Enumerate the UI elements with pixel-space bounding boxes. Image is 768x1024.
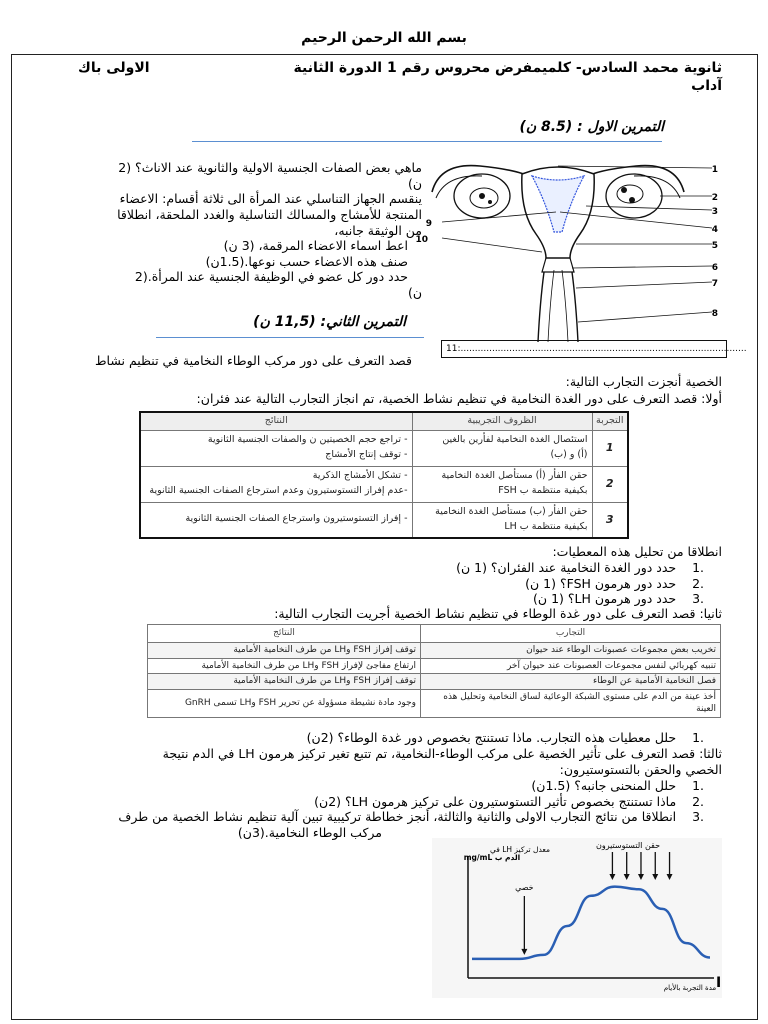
figure-blank-label-11: 11:.................................................................................................... bbox=[441, 340, 727, 358]
table-cell: توقف إفراز FSH وLH من طرف النخامية الأمامية bbox=[148, 674, 421, 690]
school-exam-title: ثانوية محمد السادس- كلميمفرض محروس رقم 1 الدورة الثانية bbox=[293, 60, 722, 76]
question-text-end: مركب الوطاء النخامية.(3ن) bbox=[237, 824, 382, 840]
y-axis-label: معدل تركيز LH في bbox=[489, 845, 551, 854]
ex1-question-4-end: ن) bbox=[407, 285, 422, 300]
part3-intro-a: ثالثا: قصد التعرف على تأثير الخصية على مركب الوطاء-النخامية، تم تتبع تغير تركيز هرمون LH في الدم نتيجة bbox=[162, 746, 722, 761]
question-text: حدد دور الغدة النخامية عند الفئران؟ (1 ن) bbox=[456, 560, 677, 575]
question-number: .1 bbox=[692, 778, 704, 793]
table-header: التجارب bbox=[421, 625, 721, 643]
figure-label: 9 bbox=[425, 219, 432, 229]
figure-label: 6 bbox=[711, 263, 718, 273]
list-item bbox=[344, 591, 704, 607]
experiments-table-1 bbox=[139, 411, 629, 539]
part3-questions bbox=[118, 778, 722, 841]
table-cell bbox=[412, 502, 592, 538]
table-cell bbox=[140, 502, 412, 538]
figure-label: 2 bbox=[711, 193, 718, 203]
question-number: .1 bbox=[692, 730, 704, 745]
ex1-intro-c: من الوثيقة جانبه، bbox=[334, 222, 422, 238]
exercise1-text bbox=[56, 160, 422, 301]
experiments-table-2 bbox=[147, 624, 721, 718]
ex1-question-3: صنف هذه الاعضاء حسب نوعها.(1.5ن) bbox=[205, 253, 408, 269]
table-header: النتائج bbox=[148, 625, 421, 643]
injection-arrow-head bbox=[609, 874, 615, 880]
question-number: .3 bbox=[692, 591, 704, 607]
question-number: .2 bbox=[692, 793, 704, 809]
corner-mark: I bbox=[716, 975, 722, 991]
table-cell: تخريب بعض مجموعات عصبونات الوطاء عند حيوان bbox=[421, 643, 721, 659]
injection-arrow-head bbox=[652, 874, 658, 880]
table-row bbox=[140, 502, 628, 538]
table-cell bbox=[412, 466, 592, 502]
class-level: الاولى باك bbox=[78, 60, 150, 76]
list-item bbox=[118, 809, 722, 825]
castration-arrow-head bbox=[521, 949, 527, 955]
question-number: .1 bbox=[692, 560, 704, 575]
figure-label: 1 bbox=[711, 165, 718, 175]
ex1-question-2: اعط اسماء الاعضاء المرقمة، (3 ن) bbox=[223, 238, 408, 254]
part2-intro: ثانيا: قصد التعرف على دور غدة الوطاء في تنظيم نشاط الخصية أجريت التجارب التالية: bbox=[274, 606, 722, 621]
question-text: حلل المنحنى جانبه؟ (1.5ن) bbox=[531, 778, 677, 793]
cell-line: - إفراز التستوستيرون واسترجاع الصفات الجنسية الثانوية bbox=[185, 513, 408, 525]
table-cell: أخذ عينة من الدم على مستوى الشبكة الوعائية لساق النخامية وتحليل هذه العينة bbox=[421, 689, 721, 717]
table-row bbox=[148, 674, 721, 690]
injection-arrow-head bbox=[667, 874, 673, 880]
cell-line: بكيفية منتظمة ب FSH bbox=[498, 485, 588, 496]
cell-line: بكيفية منتظمة ب LH bbox=[504, 520, 588, 532]
table-cell bbox=[140, 466, 412, 502]
table-cell: فصل النخامية الأمامية عن الوطاء bbox=[421, 674, 721, 690]
cell-line: حقن الفأر (ب) مستأصل الغدة النخامية bbox=[435, 506, 588, 518]
question-number: .3 bbox=[692, 809, 704, 825]
table-header: التجربة bbox=[592, 412, 628, 430]
table-cell: تنبيه كهربائي لنفس مجموعات العصبونات عند حيوان آخر bbox=[421, 658, 721, 674]
table-row bbox=[148, 658, 721, 674]
ex1-question-1-end: ن) bbox=[407, 175, 422, 191]
figure-label: 7 bbox=[711, 279, 718, 289]
part1-questions bbox=[344, 560, 704, 607]
divider-line bbox=[192, 141, 662, 142]
table-cell: توقف إفراز FSH وLH من طرف النخامية الأمامية bbox=[148, 643, 421, 659]
table-row bbox=[148, 643, 721, 659]
cell-line: استئصال الغدة النخامية لفأرين بالغين bbox=[442, 434, 588, 446]
table-cell: 3 bbox=[592, 502, 628, 538]
figure-label: 8 bbox=[711, 309, 718, 319]
question-text: ماذا تستنتج بخصوص تأثير التستوستيرون على تركيز هرمون LH؟ (2ن) bbox=[314, 793, 677, 809]
table-header: النتائج bbox=[140, 412, 412, 430]
table-cell: 2 bbox=[592, 466, 628, 502]
table-cell bbox=[412, 430, 592, 466]
injection-label: حقن التستوستيرون bbox=[595, 841, 661, 850]
basmala: بسم الله الرحمن الرحيم bbox=[301, 30, 467, 46]
part3-intro-b: الخصي والحقن بالتستوستيرون: bbox=[559, 762, 722, 777]
question-text: حدد دور هرمون FSH؟ (1 ن) bbox=[525, 575, 677, 591]
table-row bbox=[148, 689, 721, 717]
figure-label: 4 bbox=[711, 225, 718, 235]
table-cell: ارتفاع مفاجئ لإفراز FSH وLH من طرف النخامية الأمامية bbox=[148, 658, 421, 674]
figure-label: 5 bbox=[711, 241, 718, 251]
table-cell bbox=[140, 430, 412, 466]
ex1-intro-a: ينقسم الجهاز التناسلي عند المرأة الى ثلاثة أقسام: الاعضاء bbox=[119, 191, 422, 207]
table-row bbox=[140, 430, 628, 466]
track-name: آداب bbox=[691, 78, 722, 94]
table-header: الظروف التجريبية bbox=[412, 412, 592, 430]
injection-arrow-head bbox=[624, 874, 630, 880]
list-item bbox=[118, 778, 722, 794]
figure-label: 3 bbox=[711, 207, 718, 217]
divider-line bbox=[156, 337, 424, 338]
lh-chart bbox=[432, 838, 722, 998]
injection-arrow-head bbox=[638, 874, 644, 880]
x-axis-label: مدة التجربة بالأيام bbox=[663, 984, 717, 992]
part1-lead: انطلاقا من تحليل هذه المعطيات: bbox=[552, 544, 722, 559]
list-item bbox=[344, 560, 704, 576]
cell-line: - تشكل الأمشاج الذكرية bbox=[312, 470, 408, 482]
question-text: حدد دور هرمون LH؟ (1 ن) bbox=[533, 591, 677, 607]
cell-line: - توقف إنتاج الأمشاج bbox=[325, 449, 408, 460]
question-number: .2 bbox=[692, 575, 704, 591]
ex1-question-1: ماهي بعض الصفات الجنسية الاولية والثانوية عند الاناث؟ (2 bbox=[118, 160, 422, 175]
cell-line: -عدم إفراز التستوستيرون وعدم استرجاع الصفات الجنسية الثانوية bbox=[149, 485, 408, 496]
castration-label: خصي bbox=[515, 883, 534, 892]
table-cell: 1 bbox=[592, 430, 628, 466]
part1-intro: أولا: قصد التعرف على دور الغدة النخامية في تنظيم نشاط الخصية، تم انجاز التجارب التالية عند فئران: bbox=[196, 391, 722, 406]
exercise2-title: التمرين الثاني: (11,5 ن) bbox=[253, 314, 406, 330]
cell-line: - تراجع حجم الخصيتين ن والصفات الجنسية الثانوية bbox=[207, 434, 408, 446]
ex1-intro-b: المنتجة للأمشاج والمسالك التناسلية والغدد الملحقة، انطلاقا bbox=[117, 206, 422, 222]
female-reproductive-diagram bbox=[415, 152, 740, 358]
question-text: انطلاقا من نتائج التجارب الاولى والثانية والثالثة، أنجز خطاطة تركيبية تبين آلية تنظيم نشاط الخصية من طرف bbox=[118, 809, 677, 825]
exercise2-aim: قصد التعرف على دور مركب الوطاء النخامية في تنظيم نشاط bbox=[94, 353, 412, 368]
table-row bbox=[140, 466, 628, 502]
lh-series-line bbox=[472, 887, 710, 959]
cell-line: حقن الفأر (أ) مستأصل الغدة النخامية bbox=[441, 470, 588, 482]
figure-label: 10 bbox=[415, 235, 428, 245]
list-item bbox=[344, 576, 704, 592]
table-cell: وجود مادة نشيطة مسؤولة عن تحرير FSH وLH تسمى GnRH bbox=[148, 689, 421, 717]
ex1-question-4: حدد دور كل عضو في الوظيفة الجنسية عند المرأة.(2 bbox=[134, 269, 408, 285]
list-item bbox=[118, 794, 722, 810]
exercise2-aim-cont: الخصية أنجزت التجارب التالية: bbox=[565, 374, 722, 389]
part2-question bbox=[307, 730, 704, 746]
exercise1-title: التمرين الاول : (8.5 ن) bbox=[519, 119, 664, 135]
y-axis-label-unit: الدم ب mg/mL bbox=[463, 853, 521, 862]
question-text: حلل معطيات هذه التجارب. ماذا تستنتج بخصوص دور غدة الوطاء؟ (2ن) bbox=[306, 730, 677, 745]
cell-line: (أ) و (ب) bbox=[550, 449, 588, 460]
